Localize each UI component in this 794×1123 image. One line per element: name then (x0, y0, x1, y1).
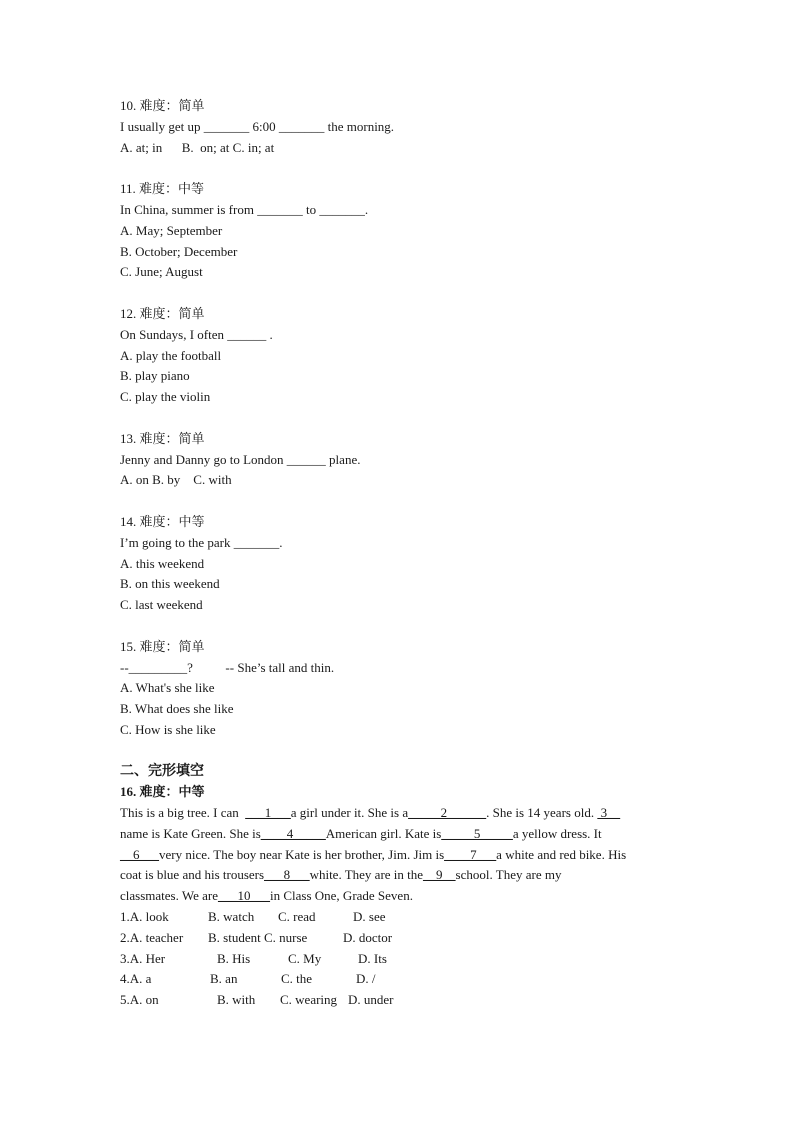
option-d: D. see (353, 909, 386, 925)
question-option: A. play the football (120, 347, 222, 363)
question-stem: I usually get up _______ 6:00 _______ the morning. (120, 118, 395, 134)
question-option: C. last weekend (120, 597, 203, 613)
blank-10: ___10___ (217, 888, 270, 904)
passage-line (120, 865, 680, 886)
question-option: A. May; September (120, 222, 223, 238)
passage-line (120, 886, 680, 907)
option-c: C. My (288, 950, 322, 966)
passage-text: American girl. Kate is (325, 825, 442, 841)
question-option: B. play piano (120, 368, 190, 384)
passage-text: school. They are my (455, 867, 562, 883)
option-d: D. / (356, 971, 376, 987)
question-option: A. on B. by C. with (120, 472, 232, 488)
question-stem: --_________? -- She’s tall and thin. (120, 659, 335, 675)
option-b: B. with (217, 992, 256, 1008)
question-stem: In China, summer is from _______ to _______. (120, 201, 369, 217)
question-option: B. What does she like (120, 701, 234, 717)
option-row (120, 928, 680, 949)
option-c: C. the (281, 971, 313, 987)
passage-line (120, 803, 680, 824)
question-header: 14. 难度：中等 (120, 513, 205, 529)
option-d: D. under (348, 992, 394, 1008)
blank-5: _____5_____ (441, 825, 513, 841)
passage-text: name is Kate Green. She is (120, 825, 261, 841)
question-option: A. at; in B. on; at C. in; at (120, 139, 275, 155)
option-bc: B. student C. nurse (208, 929, 308, 945)
spacer (120, 741, 680, 762)
passage-text: classmates. We are (120, 888, 218, 904)
option-row (120, 969, 680, 990)
passage-line (120, 845, 680, 866)
question-stem: I’m going to the park _______. (120, 534, 283, 550)
question-option: B. October; December (120, 243, 238, 259)
blank-8: ___8___ (264, 867, 310, 883)
blank-1: ___1___ (245, 805, 291, 821)
spacer (120, 158, 680, 179)
spacer (120, 283, 680, 304)
question-header: 13. 难度：简单 (120, 430, 205, 446)
question-option: C. play the violin (120, 389, 211, 405)
spacer (120, 616, 680, 637)
option-b: B. watch (208, 909, 255, 925)
option-a: 1.A. look (120, 909, 169, 925)
question-option: A. this weekend (120, 555, 205, 571)
spacer (120, 491, 680, 512)
option-a: 2.A. teacher (120, 929, 184, 945)
passage-text: very nice. The boy near Kate is her brother, Jim. Jim is (159, 846, 445, 862)
blank-2: _____2______ (408, 805, 487, 821)
blank-4: ____4_____ (260, 825, 326, 841)
option-b: B. an (210, 971, 238, 987)
blank-9: __9__ (423, 867, 456, 883)
question-header: 10. 难度：简单 (120, 98, 205, 113)
question-header: 16. 难度：中等 (120, 784, 205, 800)
blank-3: 3__ (597, 805, 621, 821)
section-title: 二、完形填空 (120, 763, 204, 779)
passage-line (120, 824, 680, 845)
passage-text: This is a big tree. I can (120, 805, 246, 821)
passage-text: white. They are in the (309, 867, 424, 883)
question-option: B. on this weekend (120, 576, 220, 592)
question-header: 15. 难度：简单 (120, 638, 205, 654)
passage-text: a white and red bike. His (496, 846, 627, 862)
question-stem: Jenny and Danny go to London ______ plane. (120, 451, 361, 467)
passage-text: a girl under it. She is a (290, 805, 409, 821)
question-header: 12. 难度：简单 (120, 305, 205, 321)
passage-text: . She is 14 years old. (486, 805, 598, 821)
option-c: C. wearing (280, 992, 338, 1008)
question-stem: On Sundays, I often ______ . (120, 326, 273, 342)
option-a: 4.A. a (120, 971, 152, 987)
option-d: D. doctor (343, 929, 393, 945)
option-row (120, 907, 680, 928)
question-header: 11. 难度：中等 (120, 181, 205, 197)
option-a: 3.A. Her (120, 950, 166, 966)
option-a: 5.A. on (120, 992, 159, 1008)
option-b: B. His (217, 950, 251, 966)
passage-text: coat is blue and his trousers (120, 867, 265, 883)
passage-text: a yellow dress. It (512, 825, 602, 841)
option-d: D. Its (358, 950, 387, 966)
option-c: C. read (278, 909, 316, 925)
passage-text: in Class One, Grade Seven. (269, 888, 413, 904)
question-option: C. How is she like (120, 721, 216, 737)
content (120, 96, 680, 1011)
question-option: A. What's she like (120, 680, 215, 696)
option-row (120, 949, 680, 970)
option-row (120, 990, 680, 1011)
blank-7: ____7___ (444, 846, 497, 862)
spacer (120, 408, 680, 429)
blank-6: __6___ (120, 846, 159, 862)
question-option: C. June; August (120, 264, 203, 280)
